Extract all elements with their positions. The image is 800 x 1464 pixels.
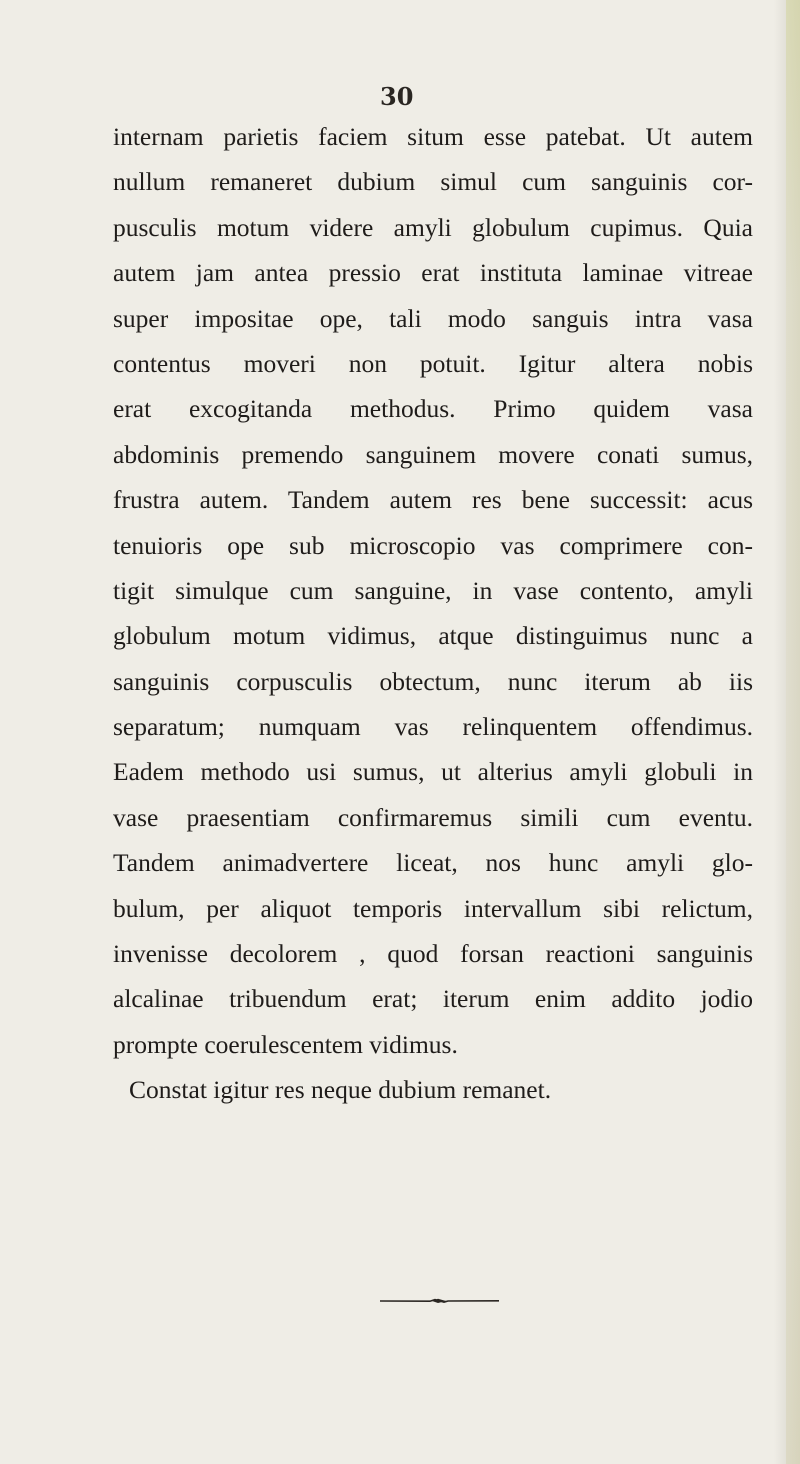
body-text [113,114,753,1113]
text-line: internam parietis faciem situm esse patebat. Ut autem [113,122,753,151]
text-line: contentus moveri non potuit. Igitur altera nobis [113,348,753,378]
text-line: tenuioris ope sub microscopio vas comprimere con- [113,530,753,560]
text-line: vase praesentiam confirmaremus simili cum eventu. [113,802,753,832]
text-line: alcalinae tribuendum erat; iterum enim addito jodio [113,984,753,1014]
page-number: 30 [380,82,414,111]
text-line: Eadem methodo usi sumus, ut alterius amyli globuli in [113,757,753,787]
text-line: pusculis motum videre amyli globulum cupimus. Quia [113,212,753,242]
section-end-rule [380,1296,499,1306]
text-line: separatum; numquam vas relinquentem offendimus. [113,712,753,742]
text-line: bulum, per aliquot temporis intervallum sibi relictum, [113,893,753,923]
text-line: autem jam antea pressio erat instituta laminae vitreae [113,258,753,288]
text-line: prompte coerulescentem vidimus. [113,1029,458,1059]
text-line: nullum remaneret dubium simul cum sanguinis cor- [113,167,753,197]
text-line: Constat igitur res neque dubium remanet. [129,1075,552,1105]
text-line: frustra autem. Tandem autem res bene successit: acus [113,485,753,515]
text-line: sanguinis corpusculis obtectum, nunc iterum ab iis [113,666,753,696]
text-line: abdominis premendo sanguinem movere conati sumus, [113,439,753,469]
text-line: super impositae ope, tali modo sanguis intra vasa [113,303,753,333]
page-edge-stain [786,0,800,1464]
text-line: erat excogitanda methodus. Primo quidem vasa [113,394,753,424]
text-line: invenisse decolorem , quod forsan reactioni sanguinis [113,939,753,969]
text-line: globulum motum vidimus, atque distinguimus nunc a [113,621,753,651]
text-line: tigit simulque cum sanguine, in vase contento, amyli [113,575,753,605]
text-line: Tandem animadvertere liceat, nos hunc amyli glo- [113,848,753,878]
